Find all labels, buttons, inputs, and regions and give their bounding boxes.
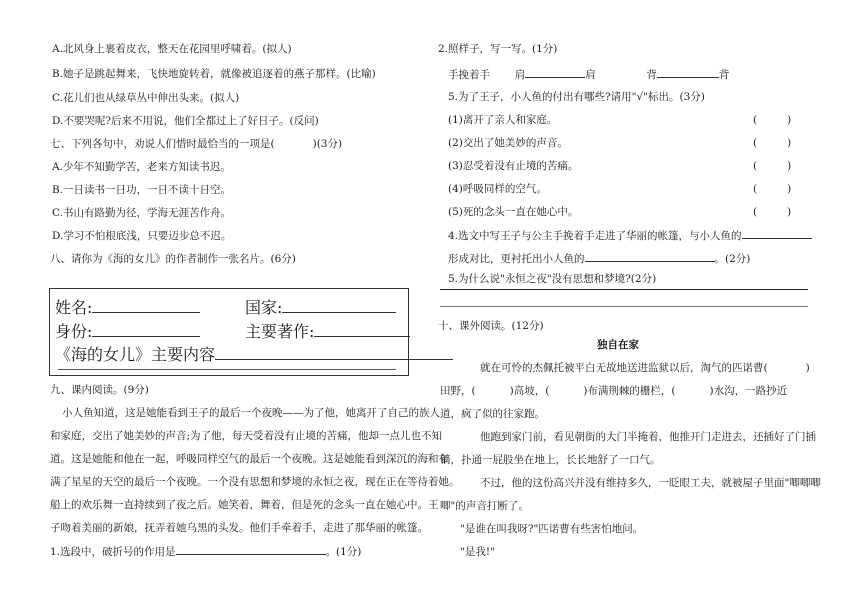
sub2-blank-1[interactable] <box>525 66 585 78</box>
name-field[interactable] <box>92 301 200 313</box>
sub3-item-3: (3)忍受着没有止境的苦痛。 <box>448 160 579 172</box>
q7-option-d: D.学习不怕根底浅，只要迈步总不迟。 <box>52 230 232 242</box>
q7-option-a: A.少年不知勤学苦，老来方知读书迟。 <box>52 161 231 173</box>
q6-option-d: D.不要哭呢?后来不用说，他们全都过上了好日子。(反问) <box>52 115 319 127</box>
sub5-stem: 5.为什么说"永恒之夜"没有思想和梦境?(2分) <box>448 273 657 285</box>
q10-p1b-4: )水沟，一路抄近 <box>709 385 788 397</box>
q10-p1-line-1 <box>480 360 810 376</box>
q10-p1-line-2 <box>440 383 787 399</box>
sub4-line-1 <box>448 227 812 244</box>
sub3-item-5: (5)死的念头一直在她心中。 <box>448 206 579 218</box>
name-label: 姓名: <box>55 298 93 317</box>
sub4-blank-2[interactable] <box>585 250 715 262</box>
q8-stem: 八、请你为《海的女儿》的作者制作一张名片。(6分) <box>50 253 296 265</box>
q10-p1b-2: )高坡，( <box>509 385 550 397</box>
q7-option-b: B.一日读书一日功，一日不读十日空。 <box>52 184 232 196</box>
q10-p2-line-1: 他跑到家门前，看见朝街的大门半掩着，他推开门走进去，还插好了门插 <box>480 431 816 443</box>
sub2-word-1b: 肩 <box>585 69 596 81</box>
name-row <box>55 295 200 318</box>
content-field-2[interactable] <box>58 369 396 370</box>
identity-label: 身份: <box>55 322 93 341</box>
sub2-word-1: 肩 <box>514 69 526 81</box>
q9-sub1 <box>50 543 361 560</box>
sub3-item-4: (4)呼吸同样的空气。 <box>448 183 547 195</box>
q9-sub1-end: 。(1分) <box>325 546 362 558</box>
q7-stem-text: 七、下列各句中，劝说人们惜时最恰当的一项是( <box>50 138 275 150</box>
q7-option-c: C.书山有路勤为径，学海无涯苦作舟。 <box>52 207 231 219</box>
sub2-word-2: 背 <box>646 69 657 81</box>
sub3-paren-2[interactable]: ( ) <box>753 137 792 149</box>
q9-passage-line-6: 子吻着美丽的新娘，抚弄着她乌黑的头发。他们手牵着手，走进了那华丽的帐篷。 <box>50 522 428 534</box>
q10-p1-line-3: 道，疯了似的往家跑。 <box>440 408 545 420</box>
works-row <box>245 319 410 342</box>
sub3-paren-4[interactable]: ( ) <box>753 183 792 195</box>
q10-p1b-3: )布满荆棘的栅栏，( <box>583 385 676 397</box>
sub4-line-2 <box>448 250 750 267</box>
works-field[interactable] <box>314 325 410 337</box>
q6-option-b: B.她子是跳起舞来，飞快地旋转着，就像被追逐着的燕子那样。(比喻) <box>52 68 376 80</box>
identity-row <box>55 319 200 342</box>
sub2-blank-2[interactable] <box>657 66 719 78</box>
sub3-item-2: (2)交出了她美妙的声音。 <box>448 137 568 149</box>
q9-passage-line-4: 满了星星的天空的最后一个夜晚。一个没有思想和梦境的永恒之夜，现在正在等待着她。 <box>50 476 460 488</box>
sub2-example: 手挽着手 <box>448 69 490 81</box>
q9-passage-line-2: 和家庭，交出了她美妙的声音;为了他，每天受着没有止境的苦痛，他却一点儿也不知 <box>50 430 443 442</box>
q9-passage-line-5: 船上的欢乐舞一直持续到了夜之后。她笑着，舞着，但是死的念头一直在她心中。王 <box>50 499 439 511</box>
sub4-text-1: 4.选文中写王子与公主手挽着手走进了华丽的帐篷，与小人鱼的 <box>448 230 742 242</box>
q10-p2-line-2: 销，扑通一屁股坐在地上，长长地舒了一口气。 <box>440 454 661 466</box>
q10-title: 独自在家 <box>597 339 639 351</box>
sub4-blank-1[interactable] <box>742 227 812 239</box>
country-field[interactable] <box>282 301 396 313</box>
content-field-1[interactable] <box>215 348 453 360</box>
country-label: 国家: <box>245 298 283 317</box>
sub3-paren-1[interactable]: ( ) <box>753 114 792 126</box>
sub4-text-2: 形成对比，更衬托出小人鱼的 <box>448 253 585 265</box>
q10-p1a: 就在可怜的杰佩托被平白无故地送进监狱以后，淘气的匹诺曹( <box>480 362 768 374</box>
q6-option-c: C.花儿们也从绿草丛中伸出头来。(拟人) <box>52 92 240 104</box>
q10-p4: "是谁在叫我呀?"匹诺曹有些害怕地问。 <box>460 523 644 535</box>
sub5-answer-line-2[interactable] <box>440 306 808 307</box>
q10-p3-line-2: 唧"的声音打断了。 <box>440 500 529 512</box>
q10-stem: 十、课外阅读。(12分) <box>438 320 544 332</box>
sub3-stem: 5.为了王子，小人鱼的付出有哪些?请用"√"标出。(3分) <box>448 91 705 103</box>
identity-field[interactable] <box>92 325 200 337</box>
works-label: 主要著作: <box>245 322 315 341</box>
sub3-item-1: (1)离开了亲人和家庭。 <box>448 114 558 126</box>
q7-stem-end: )(3分) <box>312 138 343 150</box>
name-card <box>49 288 409 376</box>
q10-p1b-1: 田野，( <box>440 385 476 397</box>
sub4-text-2-end: 。(2分) <box>714 253 751 265</box>
country-row <box>245 295 396 318</box>
q6-option-a: A.北风身上裹着皮衣，整天在花园里呼啸着。(拟人) <box>52 43 292 55</box>
content-label: 《海的女儿》主要内容 <box>55 345 216 364</box>
q9-passage-line-3: 道。这是她能和他在一起，呼吸同样空气的最后一个夜晚。这是她能看到深沉的海和布 <box>50 453 449 465</box>
q10-p1a-end: ) <box>805 362 810 374</box>
q10-p3-line-1: 不过，他的这份高兴并没有维持多久，一眨眼工夫，就被屋子里面"唧唧唧 <box>480 477 821 489</box>
sub2-word-2b: 背 <box>718 69 730 81</box>
q9-stem: 九、课内阅读。(9分) <box>50 384 149 396</box>
sub2-row <box>448 66 729 83</box>
sub5-answer-line-1[interactable] <box>440 289 808 290</box>
q9-sub1-answer[interactable] <box>176 543 326 555</box>
sub2-stem: 2.照样子，写一写。(1分) <box>438 43 558 55</box>
q10-p5: "是我!" <box>460 546 495 558</box>
sub3-paren-5[interactable]: ( ) <box>753 206 792 218</box>
q9-passage-line-1: 小人鱼知道，这是她能看到王子的最后一个夜晚——为了他，她离开了自己的族人 <box>62 407 440 419</box>
q7-stem <box>50 136 342 152</box>
q9-sub1-text: 1.选段中，破折号的作用是 <box>50 546 176 558</box>
content-row <box>55 342 453 365</box>
sub3-paren-3[interactable]: ( ) <box>753 160 792 172</box>
